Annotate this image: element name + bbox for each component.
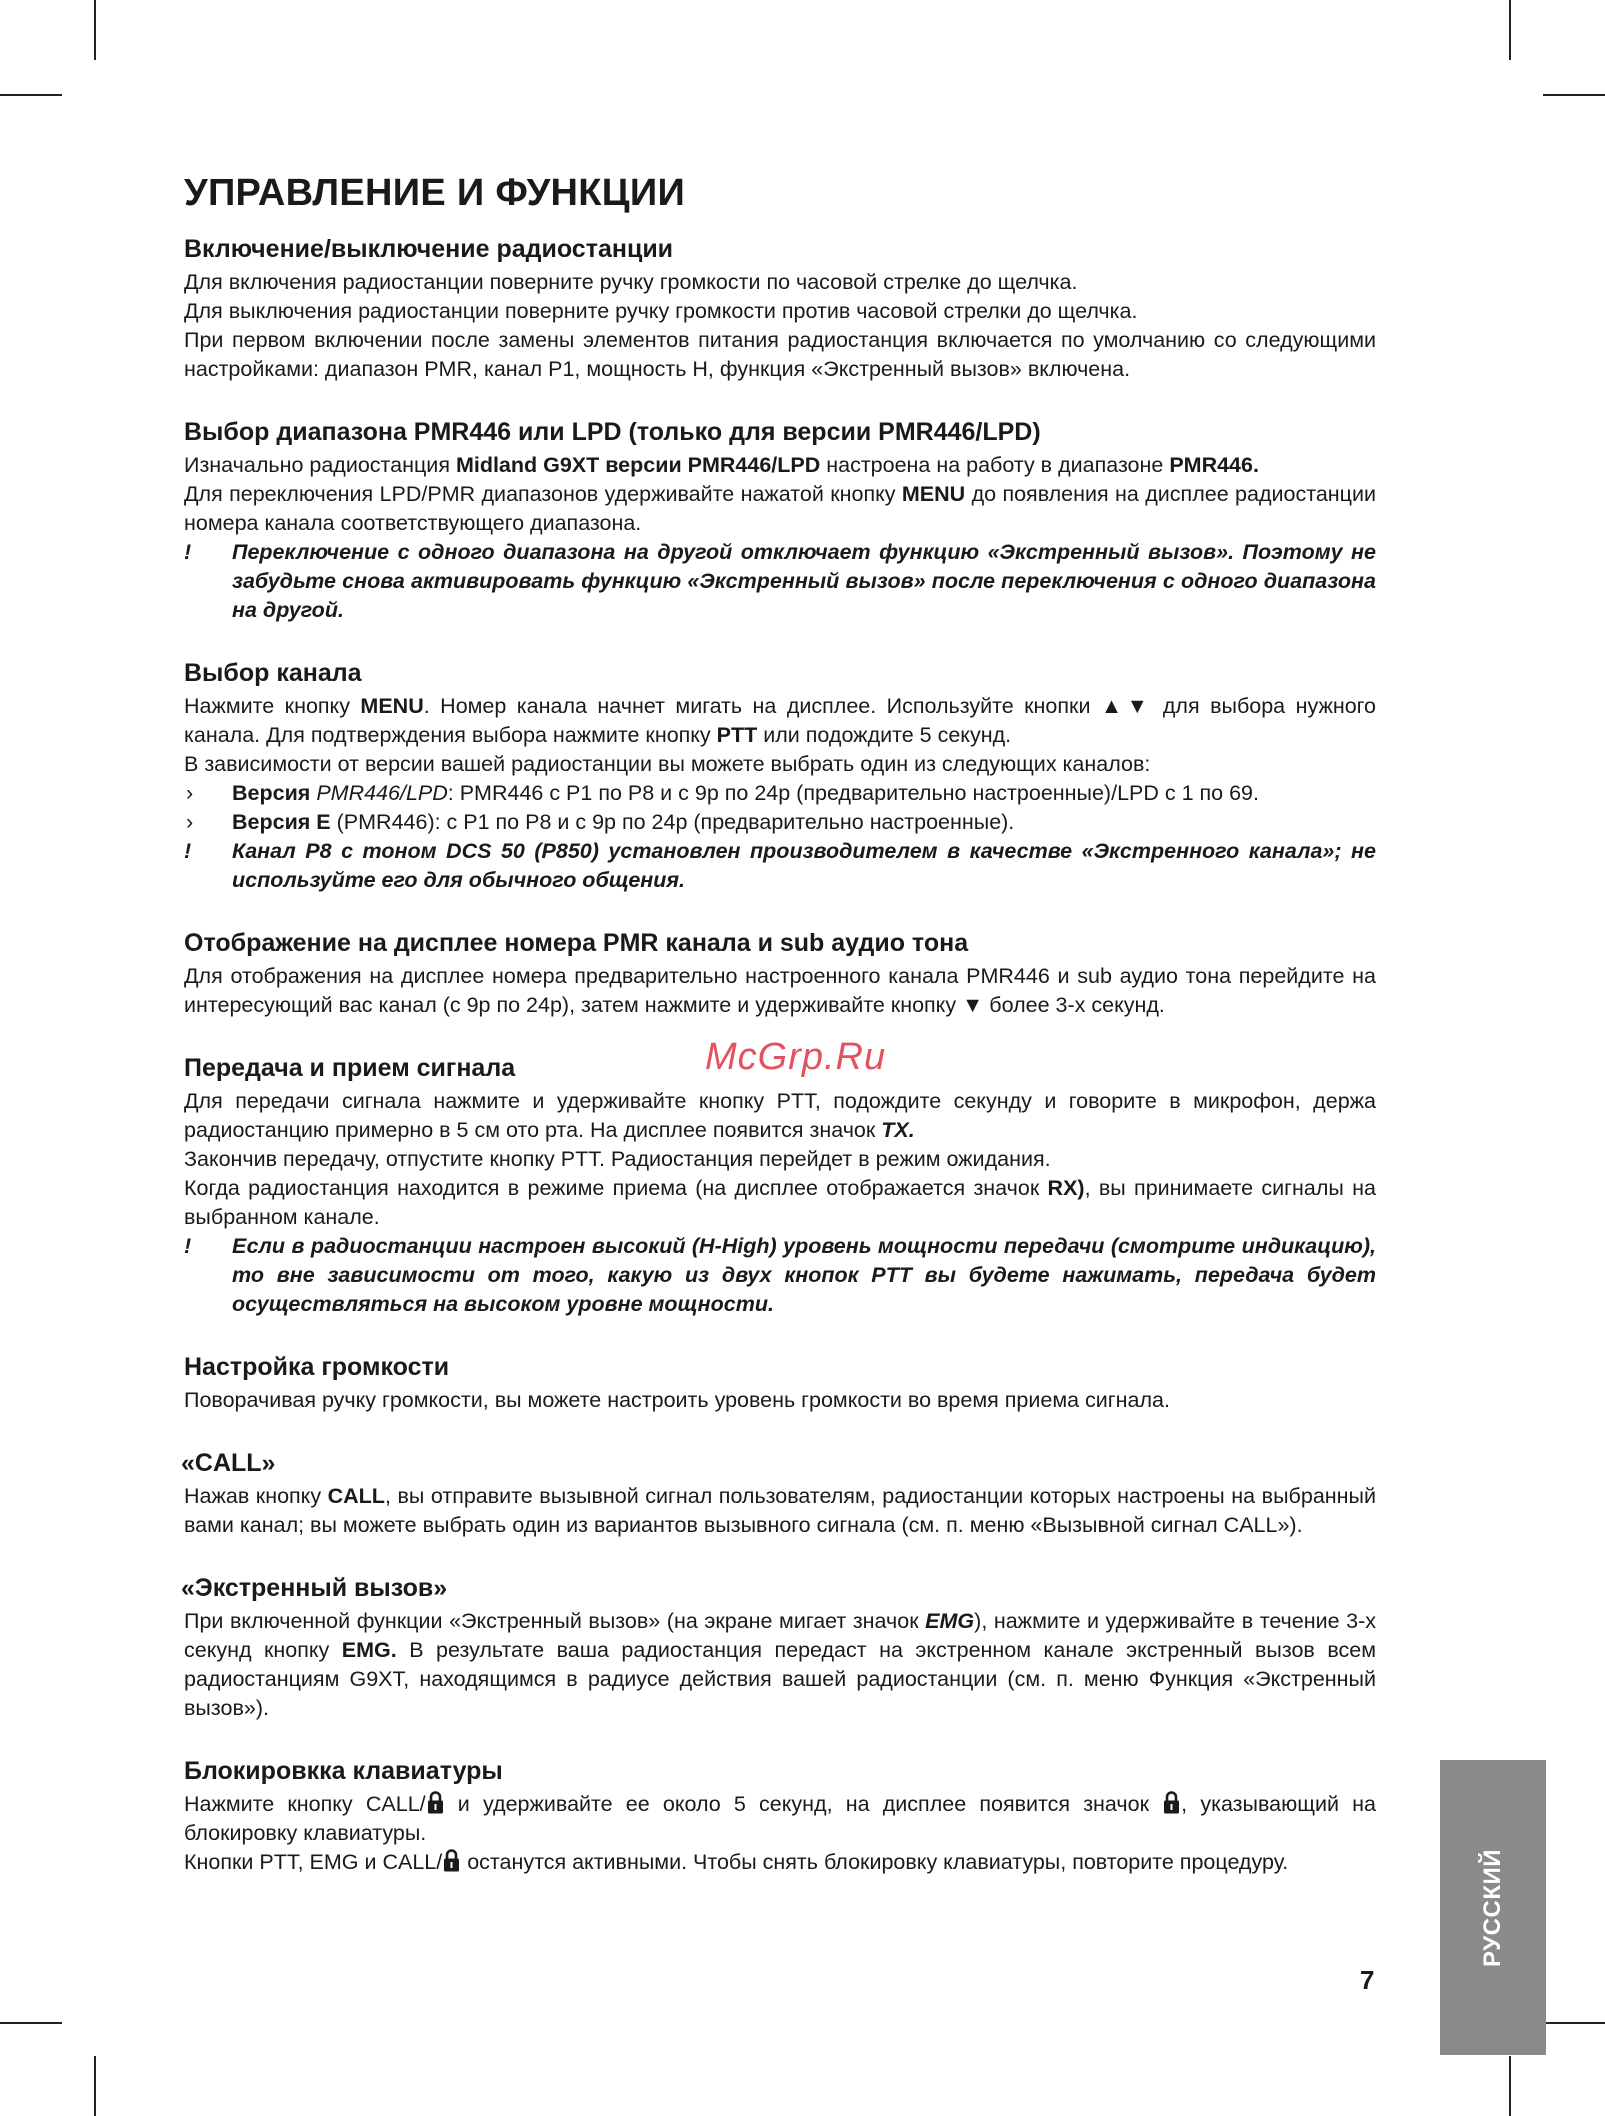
section-heading: Выбор диапазона PMR446 или LPD (только для версии PMR446/LPD)	[184, 418, 1041, 446]
section-heading: «CALL»	[181, 1449, 276, 1477]
paragraph: Закончив передачу, отпустите кнопку PTT. Радиостанция перейдет в режим ожидания.	[184, 1147, 1051, 1171]
page-number: 7	[1360, 1965, 1375, 1995]
section-volume	[184, 1353, 1376, 1415]
paragraph: В зависимости от версии вашей радиостанции вы можете выбрать один из следующих каналов:	[184, 752, 1151, 776]
paragraph: Для передачи сигнала нажмите и удерживайте кнопку PTT, подождите секунду и говорите в микрофон, держа радиостанцию примерно в 5 см ото рта. На дисплее появится значок TX.	[184, 1089, 1376, 1142]
lock-icon	[1163, 1790, 1180, 1814]
paragraph: Нажмите кнопку MENU. Номер канала начнет мигать на дисплее. Используйте кнопки ▲▼ для выбора нужного канала. Для подтверждения выбора нажмите кнопку PTT или подождите 5 секунд.	[184, 694, 1377, 747]
page-title: УПРАВЛЕНИЕ И ФУНКЦИИ	[184, 172, 686, 214]
paragraph: Нажмите кнопку CALL/ и удерживайте ее около 5 секунд, на дисплее появится значок , указывающий на блокировку клавиатуры.	[184, 1792, 1376, 1845]
crop-mark	[0, 94, 62, 96]
bullet-icon: ›	[186, 810, 194, 834]
section-keylock	[184, 1757, 1376, 1877]
crop-mark	[1543, 2022, 1605, 2024]
crop-mark	[1509, 2056, 1511, 2116]
exclamation-icon: !	[184, 1234, 192, 1258]
crop-mark	[94, 0, 96, 60]
section-band	[184, 418, 1376, 625]
list-item: › Версия E (PMR446): с P1 по P8 и с 9p по 24p (предварительно настроенные).	[184, 808, 1376, 837]
crop-mark	[1543, 94, 1605, 96]
section-power	[184, 235, 1376, 384]
warning-note: ! Переключение с одного диапазона на другой отключает функцию «Экстренный вызов». Поэтому не забудьте снова активировать функцию «Экстренный вызов» после переключения с одного диапазона на другой.	[184, 540, 1376, 622]
section-heading: Настройка громкости	[184, 1353, 450, 1381]
paragraph: Поворачивая ручку громкости, вы можете настроить уровень громкости во время приема сигнала.	[184, 1388, 1170, 1412]
paragraph: Нажав кнопку CALL, вы отправите вызывной сигнал пользователям, радиостанции которых настроены на выбранный вами канал; вы можете выбрать один из вариантов вызывного сигнала (см. п. меню «Вызывной сигнал CALL»).	[184, 1484, 1376, 1537]
section-heading: Включение/выключение радиостанции	[184, 235, 674, 263]
section-heading: «Экстренный вызов»	[181, 1574, 448, 1602]
section-call	[181, 1449, 1376, 1540]
section-heading: Передача и прием сигнала	[184, 1054, 516, 1082]
paragraph: При включенной функции «Экстренный вызов» (на экране мигает значок EMG), нажмите и удерживайте в течение 3-х секунд кнопку EMG. В результате ваша радиостанция передаст на экстренном канале экстренный вызов всем радиостанциям G9XT, находящимся в радиусе действия вашей радиостанции (см. п. меню Функция «Экстренный вызов»).	[184, 1609, 1377, 1720]
paragraph: Изначально радиостанция Midland G9XT версии PMR446/LPD настроена на работу в диапазоне PMR446.	[184, 453, 1259, 477]
language-tab	[1440, 1760, 1546, 2055]
language-tab-label: РУССКИЙ	[1479, 1849, 1506, 1967]
watermark: McGrp.Ru	[705, 1036, 887, 1078]
section-heading: Отображение на дисплее номера PMR канала и sub аудио тона	[184, 929, 969, 957]
crop-mark	[0, 2022, 62, 2024]
paragraph: При первом включении после замены элементов питания радиостанция включается по умолчанию со следующими настройками: диапазон PMR, канал P1, мощность H, функция «Экстренный вызов» включена.	[184, 328, 1376, 381]
crop-mark	[94, 2056, 96, 2116]
exclamation-icon: !	[184, 839, 192, 863]
warning-note: ! Если в радиостанции настроен высокий (H-High) уровень мощности передачи (смотрите индикацию), то вне зависимости от того, какую из двух кнопок PTT вы будете нажимать, передача будет осуществляться на высоком уровне мощности.	[184, 1234, 1376, 1316]
crop-mark	[1509, 0, 1511, 60]
list-item: › Версия PMR446/LPD: PMR446 с P1 по P8 и с 9p по 24p (предварительно настроенные)/LPD с 1 по 69.	[184, 779, 1376, 808]
section-channel	[184, 659, 1376, 895]
lock-icon	[443, 1848, 460, 1872]
section-heading: Выбор канала	[184, 659, 362, 687]
warning-note: ! Канал P8 с тоном DCS 50 (P850) установлен производителем в качестве «Экстренного канала»; не используйте его для обычного общения.	[184, 839, 1376, 892]
section-heading: Блокировкка клавиатуры	[184, 1757, 503, 1785]
paragraph: Для выключения радиостанции поверните ручку громкости против часовой стрелки до щелчка.	[184, 299, 1138, 323]
paragraph: Для включения радиостанции поверните ручку громкости по часовой стрелке до щелчка.	[184, 270, 1078, 294]
exclamation-icon: !	[184, 540, 192, 564]
paragraph: Для отображения на дисплее номера предварительно настроенного канала PMR446 и sub аудио тона перейдите на интересующий вас канал (с 9p по 24p), затем нажмите и удерживайте кнопку ▼ более 3-х секунд.	[184, 964, 1376, 1017]
section-emergency	[181, 1574, 1377, 1723]
lock-icon	[427, 1790, 444, 1814]
paragraph: Когда радиостанция находится в режиме приема (на дисплее отображается значок RX), вы принимаете сигналы на выбранном канале.	[184, 1176, 1376, 1229]
section-transmit	[184, 1054, 1376, 1319]
bullet-icon: ›	[186, 781, 194, 805]
paragraph: Для переключения LPD/PMR диапазонов удерживайте нажатой кнопку MENU до появления на дисплее радиостанции номера канала соответствующего диапазона.	[184, 482, 1376, 535]
section-display	[184, 929, 1376, 1020]
paragraph: Кнопки PTT, EMG и CALL/ останутся активными. Чтобы снять блокировку клавиатуры, повторите процедуру.	[184, 1850, 1289, 1874]
